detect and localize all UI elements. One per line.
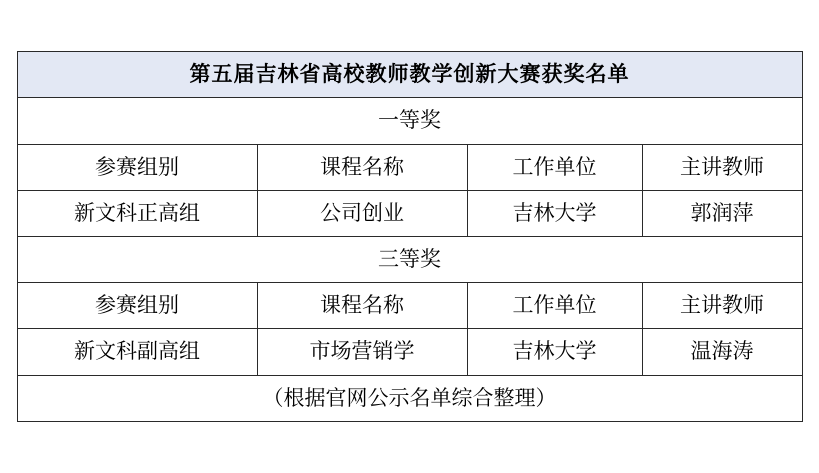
award-list-table (17, 51, 803, 422)
column-header-teacher: 主讲教师 (642, 283, 802, 329)
table-header-row (17, 283, 802, 329)
table-header-row (17, 144, 802, 190)
section-award-row (17, 98, 802, 144)
column-header-group: 参赛组别 (17, 144, 257, 190)
cell-group: 新文科副高组 (17, 329, 257, 375)
table-title-row (17, 52, 802, 98)
column-header-institution: 工作单位 (467, 144, 642, 190)
cell-institution: 吉林大学 (467, 190, 642, 236)
table-footer-row (17, 375, 802, 421)
column-header-course: 课程名称 (257, 144, 467, 190)
column-header-institution: 工作单位 (467, 283, 642, 329)
cell-group: 新文科正高组 (17, 190, 257, 236)
section-award-row (17, 237, 802, 283)
cell-teacher: 温海涛 (642, 329, 802, 375)
column-header-teacher: 主讲教师 (642, 144, 802, 190)
award-level-label: 三等奖 (17, 237, 802, 283)
document-title: 第五届吉林省高校教师教学创新大赛获奖名单 (17, 52, 802, 98)
column-header-course: 课程名称 (257, 283, 467, 329)
cell-course: 公司创业 (257, 190, 467, 236)
cell-course: 市场营销学 (257, 329, 467, 375)
cell-teacher: 郭润萍 (642, 190, 802, 236)
table-row (17, 190, 802, 236)
source-note: （根据官网公示名单综合整理） (17, 375, 802, 421)
column-header-group: 参赛组别 (17, 283, 257, 329)
award-level-label: 一等奖 (17, 98, 802, 144)
cell-institution: 吉林大学 (467, 329, 642, 375)
table-row (17, 329, 802, 375)
